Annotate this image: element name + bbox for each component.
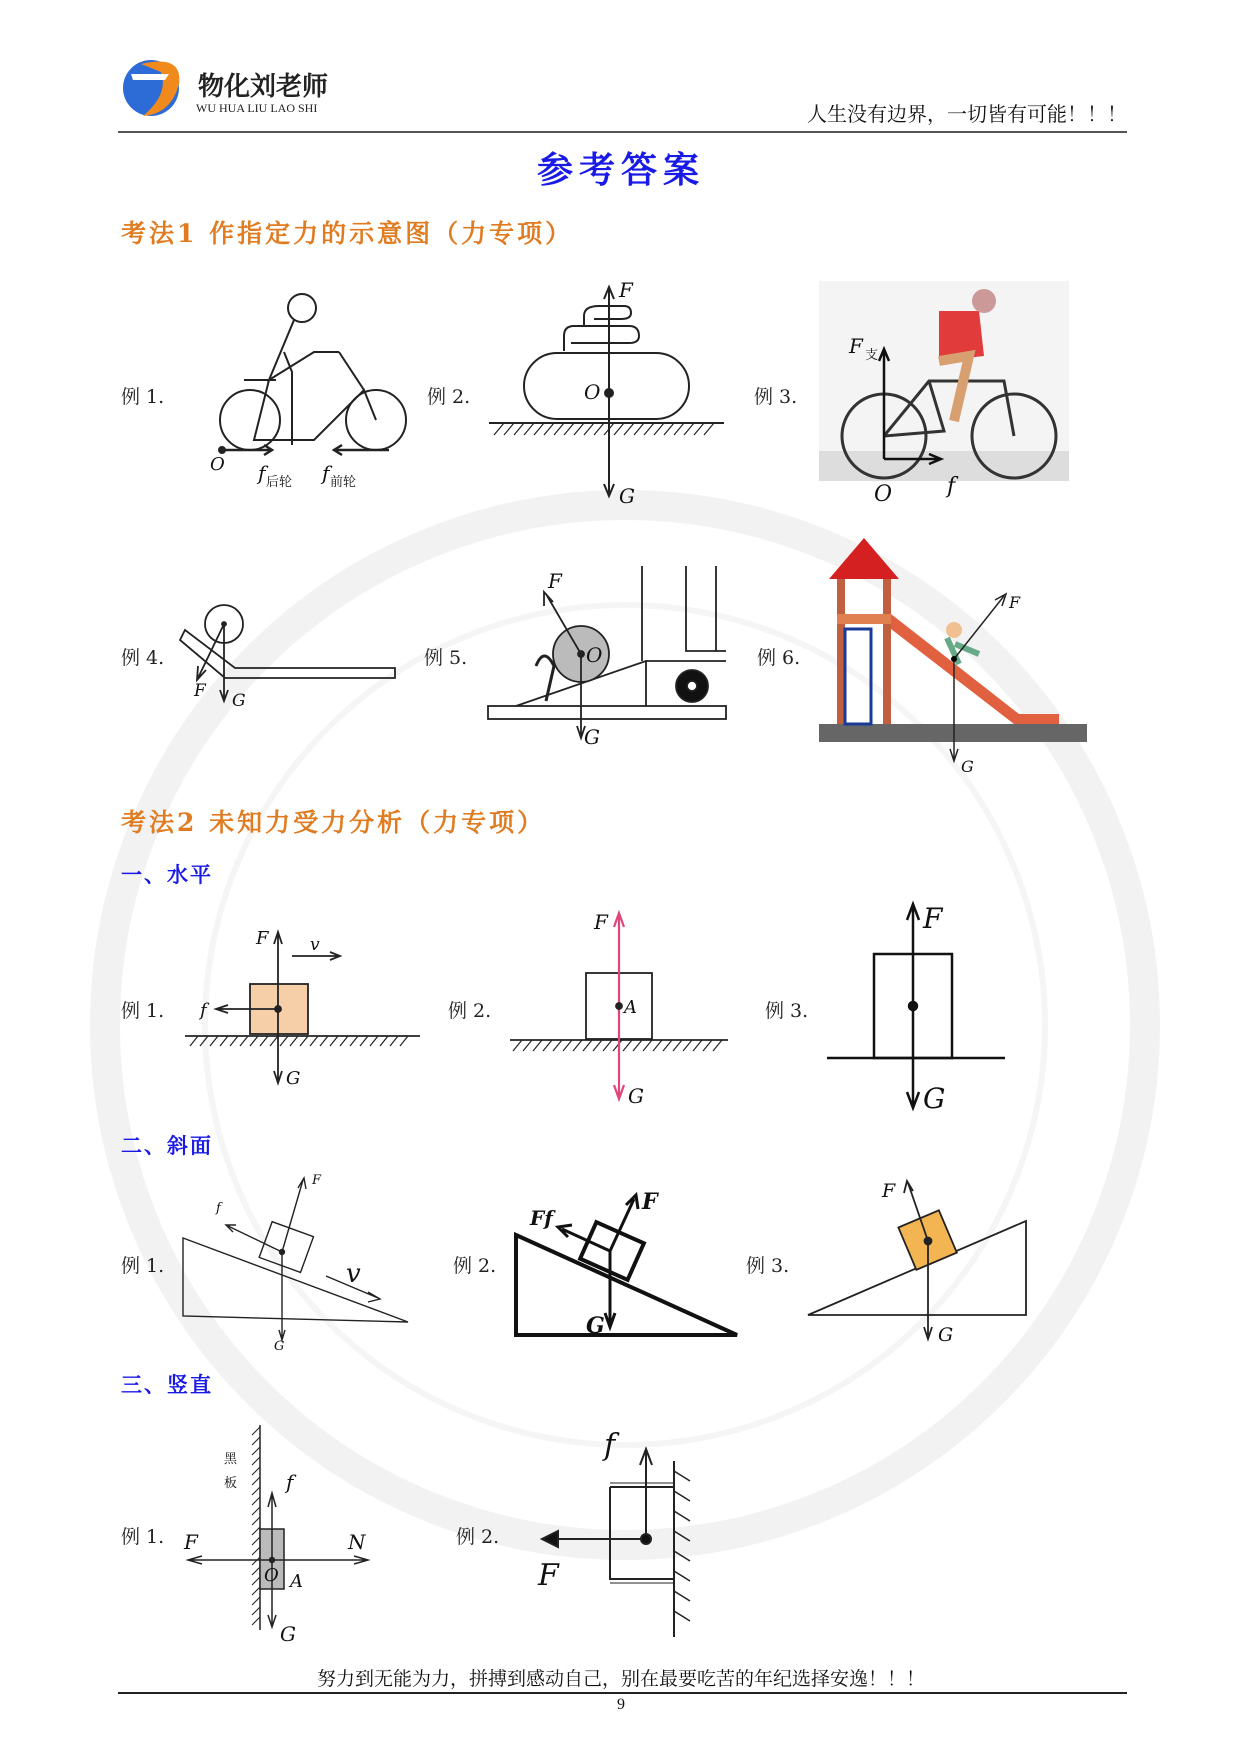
svg-text:A: A: [290, 1571, 303, 1592]
svg-text:O: O: [584, 380, 601, 404]
example-label: 例 2.: [448, 1000, 492, 1022]
svg-text:G: G: [584, 725, 600, 749]
svg-text:F: F: [312, 1173, 322, 1188]
svg-text:F: F: [923, 902, 943, 935]
footer-divider: [118, 1692, 1127, 1694]
example-label: 例 4.: [121, 647, 165, 669]
svg-text:f: f: [258, 461, 266, 485]
example-label: 例 1.: [121, 1526, 165, 1548]
subsection-vertical: 三、竖直: [121, 1372, 213, 1397]
example-label: 例 5.: [424, 647, 468, 669]
svg-text:F: F: [849, 334, 863, 358]
example-label: 例 1.: [121, 1000, 165, 1022]
example-label: 例 3.: [746, 1255, 790, 1277]
bicycle-diagram: [210, 290, 414, 490]
svg-text:F: F: [642, 1189, 658, 1215]
svg-text:v: v: [310, 935, 320, 955]
svg-text:F: F: [619, 278, 633, 302]
block-pink-force-diagram: [508, 907, 730, 1111]
svg-text:前轮: 前轮: [330, 475, 357, 490]
block-against-wall-diagram: [530, 1421, 700, 1637]
slide-diagram: [819, 534, 1091, 778]
svg-text:F: F: [548, 569, 562, 593]
svg-text:F: F: [882, 1180, 896, 1202]
svg-text:板: 板: [224, 1476, 238, 1491]
svg-text:F: F: [194, 681, 206, 701]
example-label: 例 6.: [757, 647, 801, 669]
svg-text:F: F: [256, 928, 269, 949]
block-horizontal-diagram: [180, 926, 424, 1091]
svg-text:O: O: [586, 643, 603, 667]
example-label: 例 2.: [453, 1255, 497, 1277]
example-label: 例 1.: [121, 386, 165, 408]
svg-text:G: G: [938, 1324, 954, 1346]
svg-text:G: G: [628, 1084, 644, 1108]
svg-text:F: F: [538, 1558, 559, 1593]
section-2-heading: 考法2 未知力受力分析（力专项）: [121, 808, 546, 837]
incline-1-diagram: [178, 1168, 414, 1352]
svg-text:f: f: [604, 1428, 616, 1463]
slogan: 人生没有边界，一切皆有可能！！！: [807, 102, 1127, 126]
example-label: 例 3.: [765, 1000, 809, 1022]
svg-text:后轮: 后轮: [266, 475, 293, 490]
svg-text:G: G: [274, 1339, 285, 1354]
svg-text:F: F: [184, 1530, 198, 1554]
svg-text:G: G: [280, 1622, 296, 1646]
svg-text:支: 支: [865, 348, 879, 363]
example-label: 例 1.: [121, 1255, 165, 1277]
brand-logo: [121, 54, 187, 120]
brand-subtitle: WU HUA LIU LAO SHI: [196, 101, 318, 115]
svg-text:O: O: [210, 454, 225, 475]
svg-text:G: G: [923, 1082, 946, 1115]
svg-text:v: v: [346, 1259, 361, 1289]
page-title: 参考答案: [536, 149, 705, 191]
svg-text:黑: 黑: [224, 1452, 238, 1467]
svg-text:O: O: [264, 1565, 279, 1586]
brand-name: 物化刘老师: [198, 72, 329, 102]
example-label: 例 3.: [754, 386, 798, 408]
svg-text:f: f: [216, 1201, 221, 1216]
svg-text:G: G: [586, 1313, 605, 1339]
subsection-horizontal: 一、水平: [121, 862, 213, 887]
incline-3-diagram: [808, 1177, 1028, 1347]
incline-2-diagram: [512, 1185, 742, 1339]
block-on-floor-diagram: [827, 898, 1009, 1116]
svg-text:Ff: Ff: [530, 1206, 553, 1230]
svg-text:G: G: [286, 1068, 301, 1089]
blackboard-eraser-diagram: [180, 1425, 374, 1645]
svg-text:G: G: [961, 757, 974, 776]
curling-stone-diagram: [489, 278, 729, 508]
page-number: 9: [617, 1696, 625, 1713]
svg-text:F: F: [594, 910, 608, 934]
header-divider: [118, 131, 1127, 133]
ball-on-ramp-diagram: [180, 600, 402, 712]
svg-text:O: O: [874, 482, 893, 507]
cyclist-photo-diagram: [819, 281, 1071, 511]
svg-text:G: G: [232, 691, 246, 711]
subsection-incline: 二、斜面: [121, 1133, 213, 1158]
example-label: 例 2.: [456, 1526, 500, 1548]
svg-text:f: f: [200, 1000, 207, 1021]
footer-motto: 努力到无能为力，拼搏到感动自己，别在最要吃苦的年纪选择安逸！！！: [316, 1668, 925, 1690]
svg-text:f: f: [286, 1470, 294, 1494]
svg-text:f: f: [322, 461, 330, 485]
svg-text:f: f: [947, 474, 956, 499]
example-label: 例 2.: [427, 386, 471, 408]
section-1-heading: 考法1 作指定力的示意图（力专项）: [121, 219, 574, 248]
svg-text:A: A: [624, 997, 637, 1018]
push-barrel-diagram: [486, 566, 728, 749]
svg-text:F: F: [1009, 593, 1021, 612]
svg-text:G: G: [619, 484, 635, 508]
svg-text:N: N: [348, 1530, 366, 1554]
